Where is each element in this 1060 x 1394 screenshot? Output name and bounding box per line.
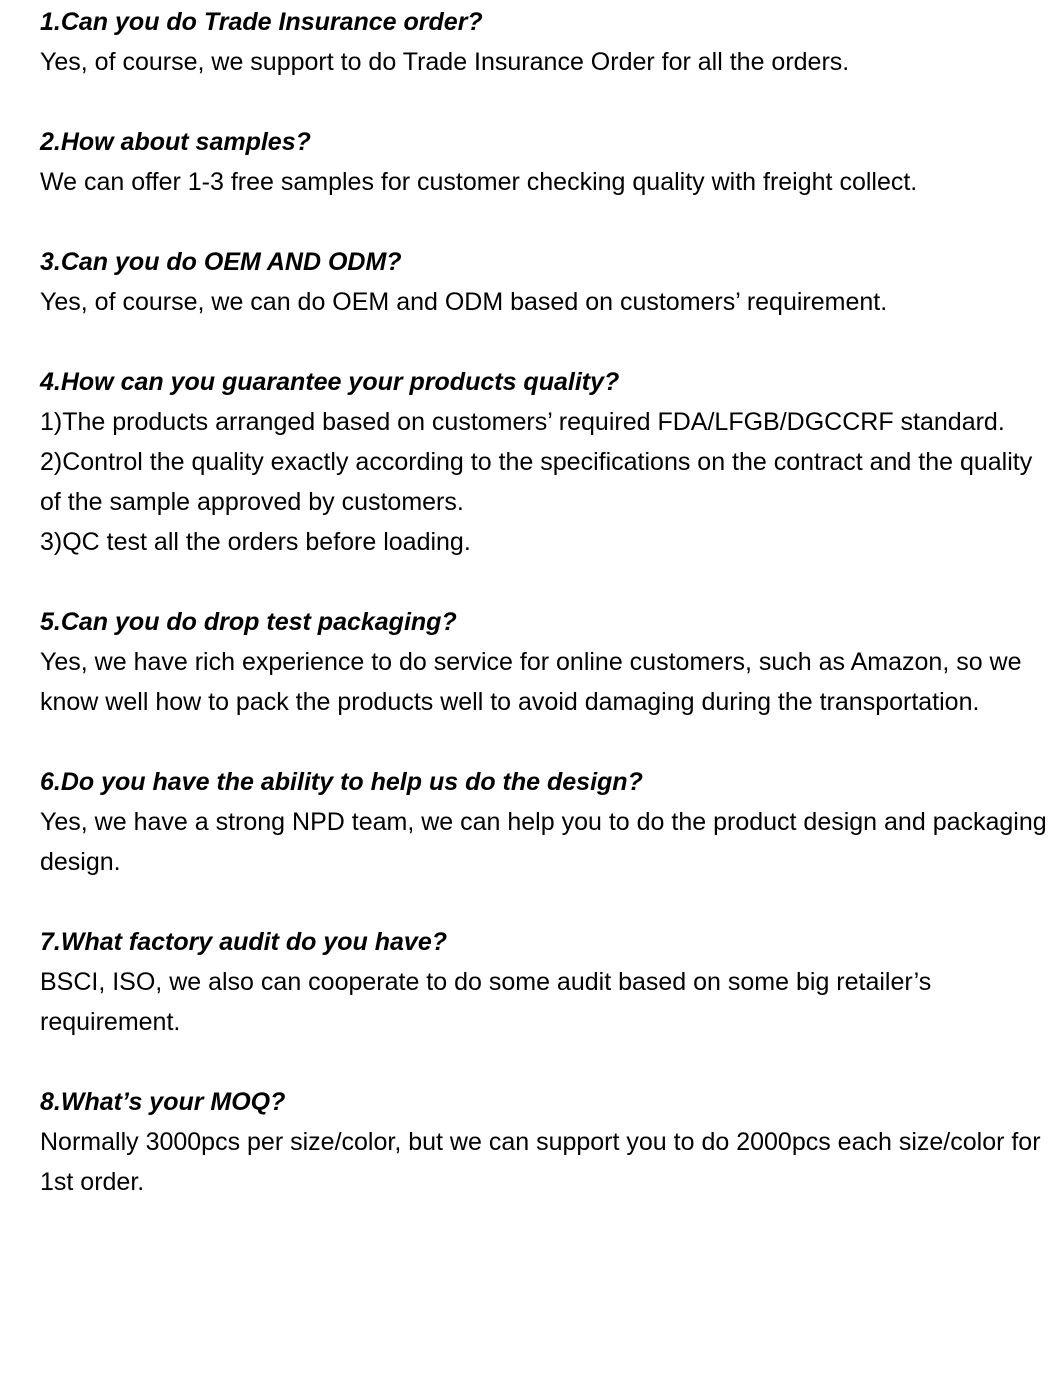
faq-question: 5.Can you do drop test packaging? [40,608,457,636]
faq-answer: We can offer 1-3 free samples for customer checking quality with freight collect. [40,168,918,196]
faq-answer: 2)Control the quality exactly according to the specifications on the contract and the quality of the sample approved by customers. [40,448,1033,516]
faq-item-moq [40,1082,1055,1202]
faq-answer: Yes, of course, we support to do Trade Insurance Order for all the orders. [40,48,850,76]
faq-item-samples [40,122,1055,202]
faq-answer: BSCI, ISO, we also can cooperate to do some audit based on some big retailer’s requirement. [40,968,932,1036]
faq-question: 8.What’s your MOQ? [40,1088,286,1116]
faq-answer: Normally 3000pcs per size/color, but we can support you to do 2000pcs each size/color for 1st order. [40,1128,1041,1196]
faq-question: 1.Can you do Trade Insurance order? [40,8,483,36]
faq-item-factory-audit [40,922,1055,1042]
faq-question: 2.How about samples? [40,128,311,156]
faq-item-drop-test [40,602,1055,722]
faq-item-trade-insurance [40,2,1055,82]
faq-item-design [40,762,1055,882]
faq-item-oem-odm [40,242,1055,322]
faq-answer: Yes, we have rich experience to do service for online customers, such as Amazon, so we know well how to pack the products well to avoid damaging during the transportation. [40,648,1022,716]
faq-answer: 3)QC test all the orders before loading. [40,528,471,556]
faq-answer: Yes, we have a strong NPD team, we can help you to do the product design and packaging design. [40,808,1047,876]
faq-answer: 1)The products arranged based on customers’ required FDA/LFGB/DGCCRF standard. [40,408,1005,436]
faq-item-quality [40,362,1055,562]
faq-question: 6.Do you have the ability to help us do the design? [40,768,643,796]
faq-question: 4.How can you guarantee your products quality? [40,368,620,396]
faq-question: 3.Can you do OEM AND ODM? [40,248,402,276]
faq-list [40,2,1055,1242]
faq-answer: Yes, of course, we can do OEM and ODM based on customers’ requirement. [40,288,888,316]
faq-question: 7.What factory audit do you have? [40,928,447,956]
